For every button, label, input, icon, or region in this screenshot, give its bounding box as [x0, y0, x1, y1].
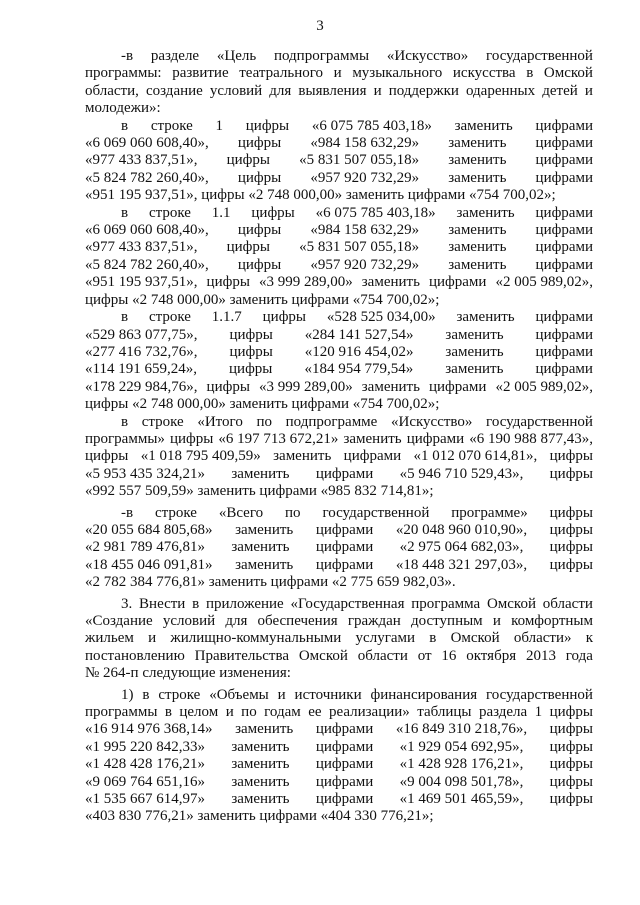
word: и	[333, 65, 342, 82]
text-line	[85, 648, 593, 665]
word: цифрами	[315, 521, 374, 538]
word: цифры	[549, 448, 593, 465]
word: в	[164, 704, 172, 721]
word: музыкального	[352, 65, 443, 82]
word: и	[584, 82, 593, 99]
word: заменить	[448, 256, 507, 273]
text-line	[85, 118, 593, 135]
word: для	[225, 613, 248, 629]
text-line	[85, 379, 593, 396]
word: условий	[209, 82, 263, 99]
text-line	[85, 791, 593, 808]
word: 2013	[525, 647, 556, 664]
word: «2 782 384 776,81» заменить цифрами «2 775 659 982,03».	[85, 574, 456, 591]
word: заменить	[448, 169, 507, 186]
word: цифры	[245, 117, 290, 134]
word: «2 975 064 682,03»,	[399, 539, 524, 556]
word: «Государственная	[290, 595, 405, 612]
word: «Искусство»	[390, 413, 473, 430]
word: заменить	[445, 326, 504, 343]
word: 1)	[121, 686, 134, 703]
paragraph-p7	[85, 596, 593, 683]
word: «1 012 070 614,81»,	[413, 448, 538, 465]
word: в	[121, 413, 129, 430]
word: цифры	[549, 465, 593, 482]
text-line	[85, 414, 593, 431]
word: по	[285, 504, 301, 521]
word: «1 428 428 176,21»	[85, 756, 205, 773]
word: области»	[513, 630, 572, 647]
word: жилищно-коммунальными	[170, 630, 342, 647]
word: «6 190 988 877,43»,	[469, 430, 593, 447]
word: «184 954 779,54»	[304, 361, 414, 378]
page-number: 3	[316, 18, 324, 34]
document-body	[85, 48, 593, 826]
word: цифрами	[428, 274, 487, 291]
word: заменить	[273, 448, 332, 465]
word: театрального	[239, 65, 324, 82]
paragraph-p2	[85, 118, 593, 205]
word: № 264-п следующие изменения:	[85, 665, 291, 682]
word: цифры	[226, 239, 270, 256]
text-line	[85, 100, 593, 117]
word: цифрами	[535, 239, 593, 256]
word: в	[142, 686, 150, 703]
word: «277 416 732,76»,	[85, 343, 198, 360]
word: цифры	[229, 326, 273, 343]
word: -в	[121, 504, 134, 521]
word: цифрами	[535, 152, 593, 169]
text-line	[85, 170, 593, 187]
word: таблицы	[417, 704, 472, 721]
word: 1	[215, 117, 224, 134]
word: 16	[441, 647, 457, 664]
word: «5 824 782 260,40»,	[85, 256, 209, 273]
word: «9 069 764 651,16»	[85, 773, 205, 790]
word: цифрами	[343, 448, 402, 465]
word: постановлению	[85, 647, 185, 664]
text-line	[85, 505, 593, 522]
word: Внести	[139, 595, 186, 612]
word: цифры	[549, 556, 593, 573]
text-line	[85, 448, 593, 465]
word: поддержки	[388, 82, 459, 99]
word: цифры	[226, 152, 270, 169]
word: цифрами	[535, 222, 593, 239]
word: цифры	[169, 430, 214, 447]
word: «529 863 077,75»,	[85, 326, 198, 343]
word: «18 455 046 091,81»	[85, 556, 213, 573]
word: «18 448 321 297,03»,	[395, 556, 528, 573]
word: года	[565, 647, 593, 664]
word: обеспечения	[257, 613, 338, 629]
text-line	[85, 187, 593, 204]
word: цифрами	[315, 539, 374, 556]
text-line	[85, 309, 593, 326]
word: -в	[121, 48, 134, 64]
word: цифры «2 748 000,00» заменить цифрами «754 700,02»;	[85, 291, 440, 308]
word: «6 197 713 672,21»	[218, 430, 339, 447]
text-line	[85, 539, 593, 556]
word: «1 428 928 176,21»,	[399, 756, 524, 773]
word: цифрами	[535, 117, 593, 134]
word: цифры	[549, 721, 593, 738]
word: программа	[411, 595, 481, 612]
paragraph-p6	[85, 505, 593, 592]
word: цифрами	[535, 326, 593, 343]
word: области	[357, 647, 408, 664]
word: «5 824 782 260,40»,	[85, 169, 209, 186]
word: цифрами	[315, 465, 374, 482]
word: заменить	[231, 756, 290, 773]
word: и	[225, 704, 234, 721]
text-line	[85, 83, 593, 100]
word: жильем	[85, 630, 134, 647]
word: «951 195 937,51», цифры «2 748 000,00» заменить цифрами «754 700,02»;	[85, 187, 556, 204]
word: государственной	[486, 413, 593, 430]
text-line	[85, 152, 593, 169]
word: создание	[146, 82, 203, 99]
word: цифрами	[535, 256, 593, 273]
word: раздела	[478, 704, 528, 721]
text-line	[85, 344, 593, 361]
word: цифры	[549, 773, 593, 790]
word: годам	[264, 704, 301, 721]
word: условий	[162, 613, 216, 629]
word: выявления	[298, 82, 367, 99]
word: государственной	[486, 48, 593, 64]
word: и	[373, 82, 382, 99]
text-line	[85, 613, 593, 630]
word: цифры	[206, 378, 250, 395]
paragraph-p1	[85, 48, 593, 118]
word: по	[241, 704, 257, 721]
word: «3 999 289,00»	[258, 274, 353, 291]
word: в	[192, 595, 200, 612]
word: заменить	[235, 556, 294, 573]
text-line	[85, 65, 593, 82]
word: цифрами	[535, 204, 593, 221]
word: от	[417, 647, 432, 664]
word: цифры	[549, 521, 593, 538]
word: подпрограммы	[273, 48, 370, 64]
word: цифрами	[535, 169, 593, 186]
word: строке	[154, 504, 197, 521]
word: заменить	[456, 309, 515, 326]
word: «528 525 034,00»	[326, 309, 436, 326]
word: «5 953 435 324,21»	[85, 465, 205, 482]
word: «1 469 501 465,59»,	[399, 791, 524, 808]
word: Правительства	[194, 647, 290, 664]
word: строке	[148, 204, 191, 221]
word: строке	[141, 413, 184, 430]
word: услугами	[355, 630, 416, 647]
word: приложение	[206, 595, 284, 612]
word: программе»	[451, 504, 528, 521]
word: «977 433 837,51»,	[85, 239, 198, 256]
word: цифры	[237, 256, 282, 273]
word: «Создание	[85, 613, 153, 629]
word: 3.	[121, 595, 133, 612]
word: цифры	[549, 504, 593, 521]
text-line	[85, 687, 593, 704]
word: Омской	[450, 630, 500, 647]
word: заменить	[454, 117, 513, 134]
word: заменить	[231, 773, 290, 790]
word: заменить	[445, 343, 504, 360]
word: и	[148, 630, 157, 647]
word: подпрограмме	[285, 413, 378, 430]
text-line	[85, 239, 593, 256]
word: заменить	[448, 135, 507, 152]
paragraph-p3	[85, 205, 593, 309]
word: «3 999 289,00»	[258, 378, 353, 395]
word: октября	[466, 647, 517, 664]
word: «Объемы	[209, 686, 269, 703]
word: «16 849 310 218,76»,	[395, 721, 528, 738]
text-line	[85, 630, 593, 647]
text-line	[85, 205, 593, 222]
text-line	[85, 483, 593, 500]
word: программы:	[85, 65, 162, 82]
text-line	[85, 756, 593, 773]
word: цифрами	[315, 756, 374, 773]
text-line	[85, 396, 593, 413]
word: строке	[150, 117, 193, 134]
word: «Всего	[218, 504, 264, 521]
word: цифрами	[535, 135, 593, 152]
word: в	[121, 309, 129, 326]
text-line	[85, 721, 593, 738]
text-line	[85, 665, 593, 682]
word: области,	[85, 82, 139, 99]
word: 1.1.7	[211, 309, 242, 326]
word: «20 055 684 805,68»	[85, 521, 213, 538]
word: цифры	[549, 756, 593, 773]
word: 1.1	[211, 204, 231, 221]
word: Омской	[298, 647, 348, 664]
word: цифры «2 748 000,00» заменить цифрами «754 700,02»;	[85, 396, 440, 413]
word: одаренных	[465, 82, 536, 99]
word: заменить	[448, 222, 507, 239]
word: цифрами	[315, 773, 374, 790]
word: «Цель	[216, 48, 257, 64]
word: в	[121, 204, 129, 221]
word: заменить	[235, 721, 294, 738]
word: по	[256, 413, 272, 430]
word: «1 018 795 409,59»	[140, 448, 261, 465]
word: цифрами	[315, 791, 374, 808]
text-line	[85, 808, 593, 825]
paragraph-p5	[85, 414, 593, 501]
word: «9 004 098 501,78»,	[399, 773, 524, 790]
word: «984 158 632,29»	[310, 135, 420, 152]
word: цифры	[237, 135, 282, 152]
word: источники	[294, 686, 362, 703]
text-line	[85, 466, 593, 483]
word: цифры	[229, 343, 273, 360]
word: заменить	[445, 361, 504, 378]
word: «6 069 060 608,40»,	[85, 135, 209, 152]
word: области	[542, 595, 593, 612]
word: «403 830 776,21» заменить цифрами «404 330 776,21»;	[85, 808, 434, 825]
word: ее	[308, 704, 322, 721]
text-line	[85, 135, 593, 152]
word: заменить	[343, 430, 402, 447]
text-line	[85, 48, 593, 65]
word: цифрами	[315, 721, 374, 738]
word: строке	[158, 686, 201, 703]
word: цифрами	[406, 430, 465, 447]
word: «6 075 785 403,18»	[311, 117, 432, 134]
text-line	[85, 274, 593, 291]
word: «5 946 710 529,43»,	[399, 465, 524, 482]
word: цифры	[229, 361, 273, 378]
word: заменить	[231, 539, 290, 556]
word: цифрами	[535, 309, 593, 326]
word: «6 075 785 403,18»	[315, 204, 436, 221]
word: цифры	[262, 309, 306, 326]
word: цифрами	[315, 556, 374, 573]
word: государственной	[486, 686, 593, 703]
word: государственной	[322, 504, 430, 521]
word: цифрами	[428, 378, 487, 395]
word: «992 557 509,59» заменить цифрами «985 832 714,81»;	[85, 483, 434, 500]
word: цифрами	[535, 343, 593, 360]
word: Омской	[486, 595, 536, 612]
word: заменить	[231, 465, 290, 482]
word: «2 005 989,02»,	[495, 378, 593, 395]
word: доступным	[411, 613, 483, 629]
word: «957 920 732,29»	[310, 169, 420, 186]
word: заменить	[456, 204, 515, 221]
word: детей	[542, 82, 578, 99]
word: цифры	[549, 539, 593, 556]
text-line	[85, 557, 593, 574]
word: «178 229 984,76»,	[85, 378, 198, 395]
text-line	[85, 704, 593, 721]
word: для	[269, 82, 292, 99]
word: целом	[179, 704, 219, 721]
word: и	[492, 613, 501, 629]
word: «1 929 054 692,95»,	[399, 738, 524, 755]
word: «2 981 789 476,81»	[85, 539, 205, 556]
text-line	[85, 774, 593, 791]
text-line	[85, 431, 593, 448]
word: заменить	[448, 239, 507, 256]
word: цифрами	[315, 738, 374, 755]
word: «Искусство»	[386, 48, 469, 64]
word: цифры	[206, 274, 250, 291]
text-line	[85, 292, 593, 309]
word: «16 914 976 368,14»	[85, 721, 213, 738]
word: «957 920 732,29»	[310, 256, 420, 273]
word: заменить	[448, 152, 507, 169]
word: «114 191 659,24»,	[85, 361, 197, 378]
word: «6 069 060 608,40»,	[85, 222, 209, 239]
text-line	[85, 257, 593, 274]
word: «120 916 454,02»	[304, 343, 414, 360]
word: «284 141 527,54»	[304, 326, 414, 343]
word: «20 048 960 010,90»,	[395, 521, 528, 538]
word: финансирования	[370, 686, 478, 703]
word: в	[526, 65, 534, 82]
word: программы»	[85, 430, 165, 447]
text-line	[85, 596, 593, 613]
word: цифры	[85, 448, 129, 465]
word: «1 995 220 842,33»	[85, 738, 205, 755]
word: «951 195 937,51»,	[85, 274, 198, 291]
paragraph-p4	[85, 309, 593, 413]
word: разделе	[150, 48, 200, 64]
word: «5 831 507 055,18»	[299, 152, 420, 169]
word: заменить	[361, 274, 420, 291]
word: граждан	[347, 613, 401, 629]
word: комфортным	[511, 613, 593, 629]
word: к	[585, 630, 593, 647]
word: заменить	[231, 738, 290, 755]
word: цифры	[549, 791, 593, 808]
word: цифры	[549, 704, 593, 721]
word: программы	[85, 704, 158, 721]
word: цифры	[251, 204, 295, 221]
word: в	[121, 117, 129, 134]
text-line	[85, 739, 593, 756]
paragraph-p8	[85, 687, 593, 826]
word: «1 535 667 614,97»	[85, 791, 205, 808]
word: заменить	[231, 791, 290, 808]
word: заменить	[235, 521, 294, 538]
word: «5 831 507 055,18»	[299, 239, 420, 256]
text-line	[85, 327, 593, 344]
word: развитие	[172, 65, 229, 82]
word: «Итого	[197, 413, 243, 430]
word: «984 158 632,29»	[310, 222, 420, 239]
word: цифры	[237, 222, 282, 239]
text-line	[85, 361, 593, 378]
word: искусства	[452, 65, 516, 82]
word: цифры	[237, 169, 282, 186]
text-line	[85, 222, 593, 239]
word: цифрами	[535, 361, 593, 378]
word: «977 433 837,51»,	[85, 152, 198, 169]
word: «2 005 989,02»,	[495, 274, 593, 291]
word: в	[429, 630, 437, 647]
word: молодежи»:	[85, 100, 161, 117]
word: реализации»	[328, 704, 410, 721]
word: строке	[148, 309, 191, 326]
word: заменить	[361, 378, 420, 395]
text-line	[85, 574, 593, 591]
text-line	[85, 522, 593, 539]
word: и	[277, 686, 286, 703]
word: цифры	[549, 738, 593, 755]
word: 1	[534, 704, 543, 721]
word: Омской	[543, 65, 593, 82]
